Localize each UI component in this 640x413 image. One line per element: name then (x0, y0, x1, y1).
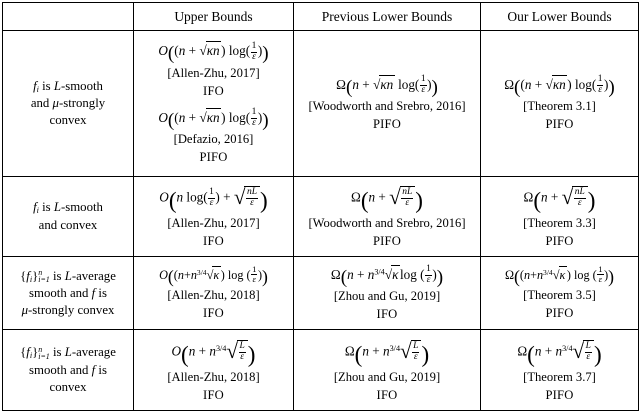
paren: ) (262, 109, 269, 131)
symbol-L: L (64, 345, 72, 360)
paren: ( (514, 76, 521, 98)
word-and: and (69, 286, 89, 301)
sqrt-icon: √ $\frac{nL}{\varepsilon}$ (234, 183, 260, 213)
previous-lower-bounds-cell (294, 330, 481, 411)
fraction: $\frac{1}{\varepsilon}$ (598, 264, 603, 285)
complexity-formula: $\Omega(n + n^{3/4}√$ $\frac{L}{\varepsilon}$ ) (344, 338, 430, 367)
our-lower-bounds-cell (481, 176, 639, 257)
big-o-symbol: O (158, 109, 168, 125)
oracle-label: IFO (376, 307, 398, 322)
sqrt-icon: √κn (545, 74, 567, 95)
upper-bounds-cell (134, 31, 294, 177)
previous-lower-bounds-cell (294, 31, 481, 177)
paren: ( (519, 268, 524, 283)
sqrt-icon: √κn (199, 40, 221, 61)
symbol-f: f (91, 362, 96, 377)
reference-label: [Woodworth and Srebro, 2016] (308, 99, 466, 114)
paren: ) (608, 76, 615, 98)
oracle-label: PIFO (545, 387, 574, 402)
paren: ( (246, 268, 251, 283)
our-lower-bounds-cell (481, 257, 639, 330)
paren: ( (168, 186, 177, 213)
header-blank (3, 3, 134, 31)
word-convex: convex (77, 303, 115, 318)
reference-label: [Allen-Zhu, 2017] (167, 66, 260, 80)
condition-cell: $\{f_i\}$ n i=1 is L-average smooth and f is convex (3, 330, 134, 411)
suffix-strongly: -strongly (58, 96, 106, 111)
table-body (3, 31, 639, 411)
oracle-label: IFO (376, 387, 398, 402)
fraction: $\frac{1}{\varepsilon}$ (426, 264, 431, 286)
paren: ( (174, 109, 179, 125)
table-row (3, 31, 639, 177)
complexity-formula: Ω(n + √κn log( $\frac{1}{\varepsilon}$ )) (336, 74, 438, 98)
table-row (3, 176, 639, 257)
paren: ( (420, 266, 425, 282)
upper-bounds-cell (134, 257, 294, 330)
paren: ) (220, 268, 225, 283)
paren: ( (514, 266, 520, 287)
symbol-f: f (33, 200, 37, 215)
paren: ) (567, 76, 572, 92)
word-smooth: smooth (29, 362, 67, 377)
paren: ( (527, 340, 535, 367)
oracle-label: IFO (203, 305, 224, 320)
paren: ( (520, 76, 525, 92)
paren: ( (360, 186, 369, 213)
complexity-bounds-table (2, 2, 639, 411)
symbol-f: f (91, 286, 96, 301)
oracle-label: IFO (203, 233, 224, 248)
symbol-L: L (53, 78, 61, 93)
paren: ( (181, 340, 189, 367)
omega-symbol: Ω (336, 76, 346, 92)
paren: ) (436, 266, 444, 288)
oracle-label: PIFO (199, 150, 228, 165)
paren: ( (173, 268, 178, 283)
paren: ) (432, 266, 437, 282)
condition-cell (3, 176, 134, 257)
oracle-label: PIFO (372, 117, 402, 132)
paren: ( (167, 43, 175, 65)
paren: ) (262, 43, 269, 65)
fraction: $\frac{L}{\varepsilon}$ (585, 340, 591, 362)
suffix-average: -average (71, 268, 116, 283)
paren: ) (566, 268, 571, 283)
upper-bounds-cell (134, 330, 294, 411)
suffix-strongly: -strongly (28, 303, 75, 318)
set-index-range: n i=1 (38, 267, 50, 284)
oracle-label: PIFO (545, 233, 574, 248)
complexity-formula: O(n log( $\frac{1}{\varepsilon}$ ) + √ $\frac{nL}{\varepsilon}$ ) (159, 185, 268, 213)
fraction: $\frac{nL}{\varepsilon}$ (402, 187, 413, 209)
paren: ) (260, 186, 268, 213)
word-and: and (38, 217, 58, 232)
sqrt-icon: √ $\frac{L}{\varepsilon}$ (400, 337, 421, 367)
reference-label: [Allen-Zhu, 2017] (167, 216, 260, 231)
word-and: and (69, 362, 89, 377)
paren: ) (221, 43, 226, 59)
our-lower-bounds-cell (481, 31, 639, 177)
word-is: is (98, 286, 107, 301)
complexity-formula: $O(n + n^{3/4}√$ $\frac{L}{\varepsilon}$ ) (171, 338, 256, 367)
fraction: $\frac{1}{\varepsilon}$ (209, 187, 214, 209)
complexity-formula: Ω((n + √κn ) log( $\frac{1}{\varepsilon}$ )) (504, 74, 615, 98)
reference-label: [Zhou and Gu, 2019] (333, 289, 441, 304)
paren: ) (421, 340, 430, 367)
our-lower-bounds-cell (481, 330, 639, 411)
paren: ) (221, 109, 226, 125)
fraction: $\frac{1}{\varepsilon}$ (251, 107, 257, 129)
omega-symbol: Ω (517, 343, 528, 359)
complexity-formula: Ω(n + √ $\frac{nL}{\varepsilon}$ ) (351, 185, 423, 213)
word-is: is (52, 345, 62, 360)
condition-cell: $\{f_i\}$ n i=1 is L-average smooth and f is μ-strongly convex (3, 257, 134, 330)
big-o-symbol: O (159, 189, 169, 205)
complexity-formula: $\Omega(n + n^{3/4}√\kappa$ log ( $\frac{1}{\varepsilon}$ )) (330, 264, 444, 288)
word-smooth: smooth (29, 286, 67, 301)
fraction: $\frac{L}{\varepsilon}$ (239, 340, 245, 362)
paren: ( (167, 109, 175, 131)
previous-lower-bounds-cell (294, 257, 481, 330)
paren: ( (167, 266, 174, 287)
header-previous-lower-bounds: Previous Lower Bounds (294, 3, 481, 31)
big-o-symbol: O (158, 43, 168, 59)
symbol-mu: μ (21, 303, 29, 318)
sqrt-icon: √κ (385, 264, 400, 285)
set-index-range: n i=1 (38, 344, 50, 361)
paren: ) (262, 266, 268, 287)
fraction: $\frac{1}{\varepsilon}$ (251, 41, 257, 63)
complexity-formula: O((n + √κn ) log( $\frac{1}{\varepsilon}$ )) (158, 107, 269, 131)
paren: ) (247, 340, 256, 367)
symbol-L: L (53, 200, 61, 215)
header-row (3, 3, 639, 31)
word-is: is (42, 200, 51, 215)
omega-symbol: Ω (504, 268, 515, 283)
complexity-formula: Ω(n + √ $\frac{nL}{\varepsilon}$ ) (523, 185, 596, 213)
sqrt-icon: √κ (553, 265, 567, 285)
paren: ) (257, 268, 263, 283)
previous-lower-bounds-cell (294, 176, 481, 257)
suffix-average: -average (71, 345, 116, 360)
table-row (3, 257, 639, 330)
paren: ( (533, 186, 542, 213)
word-is: is (42, 78, 51, 93)
fraction: $\frac{nL}{\varepsilon}$ (574, 187, 585, 209)
paren: ( (354, 340, 363, 367)
oracle-label: PIFO (372, 233, 402, 248)
symbol-i: i (36, 84, 39, 94)
word-convex: convex (60, 217, 98, 232)
oracle-label: PIFO (545, 305, 574, 320)
sqrt-icon: √ $\frac{L}{\varepsilon}$ (573, 337, 594, 367)
complexity-formula: $O((n+n^{3/4}√\kappa$ ) log ( $\frac{1}{\varepsilon}$ )) (159, 264, 268, 287)
fraction: $\frac{1}{\varepsilon}$ (252, 264, 257, 285)
reference-label: [Allen-Zhu, 2018] (167, 287, 260, 302)
word-convex: convex (49, 379, 87, 394)
paren: ) (431, 76, 438, 98)
fraction: $\frac{1}{\varepsilon}$ (420, 74, 426, 96)
suffix-smooth: -smooth (60, 78, 103, 93)
fraction: $\frac{L}{\varepsilon}$ (413, 340, 419, 362)
sqrt-icon: √ $\frac{L}{\varepsilon}$ (226, 337, 247, 367)
paren: ) (587, 186, 596, 213)
word-is: is (98, 362, 107, 377)
paren: ) (608, 266, 615, 287)
reference-label: [Zhou and Gu, 2019] (333, 369, 441, 384)
symbol-i: i (36, 205, 39, 215)
header-upper-bounds: Upper Bounds (134, 3, 294, 31)
sqrt-icon: √κn (199, 107, 221, 128)
paren: ( (174, 43, 179, 59)
paren: ) (593, 340, 602, 367)
fraction: $\frac{1}{\varepsilon}$ (597, 74, 603, 96)
reference-label: [Defazio, 2016] (173, 132, 254, 147)
oracle-label: IFO (203, 83, 224, 98)
sqrt-icon: √ $\frac{nL}{\varepsilon}$ (562, 183, 588, 213)
paren: ( (345, 76, 353, 98)
word-and: and (30, 96, 50, 111)
paren: ( (592, 268, 597, 283)
fraction: $\frac{nL}{\varepsilon}$ (246, 187, 257, 209)
omega-symbol: Ω (344, 343, 355, 359)
reference-label: [Allen-Zhu, 2018] (167, 369, 260, 384)
word-is: is (52, 268, 62, 283)
reference-label: [Theorem 3.5] (523, 287, 596, 302)
complexity-formula: $\Omega((n+n^{3/4}√\kappa$ ) log ( $\frac{1}{\varepsilon}$ )) (504, 264, 615, 287)
paren: ) (415, 186, 423, 213)
reference-label: [Theorem 3.1] (523, 99, 596, 114)
omega-symbol: Ω (504, 76, 515, 92)
symbol-f: f (33, 78, 37, 93)
reference-label: [Theorem 3.7] (523, 369, 596, 384)
suffix-smooth: -smooth (60, 200, 103, 215)
table-row (3, 330, 639, 411)
sqrt-icon: √κn (373, 74, 395, 95)
paren: ( (340, 266, 348, 288)
complexity-formula: $\Omega(n + n^{3/4}√$ $\frac{L}{\varepsilon}$ ) (517, 338, 602, 367)
symbol-L: L (64, 268, 72, 283)
sqrt-icon: √ $\frac{nL}{\varepsilon}$ (389, 183, 415, 213)
omega-symbol: Ω (523, 189, 534, 205)
word-convex: convex (49, 113, 87, 128)
big-o-symbol: O (171, 343, 182, 359)
sqrt-icon: √κ (207, 265, 221, 285)
big-o-symbol: O (159, 268, 168, 283)
omega-symbol: Ω (351, 189, 361, 205)
omega-symbol: Ω (330, 266, 341, 282)
complexity-formula: O((n + √κn ) log( $\frac{1}{\varepsilon}$ )) (158, 41, 269, 65)
upper-bounds-cell (134, 176, 294, 257)
header-our-lower-bounds: Our Lower Bounds (481, 3, 639, 31)
condition-cell (3, 31, 134, 177)
oracle-label: PIFO (545, 117, 574, 132)
table-header (3, 3, 639, 31)
reference-label: [Theorem 3.3] (523, 216, 596, 231)
symbol-mu: μ (52, 96, 59, 111)
oracle-label: IFO (203, 387, 224, 402)
paren: ) (604, 268, 609, 283)
reference-label: [Woodworth and Srebro, 2016] (308, 216, 466, 231)
spacer (137, 101, 290, 106)
